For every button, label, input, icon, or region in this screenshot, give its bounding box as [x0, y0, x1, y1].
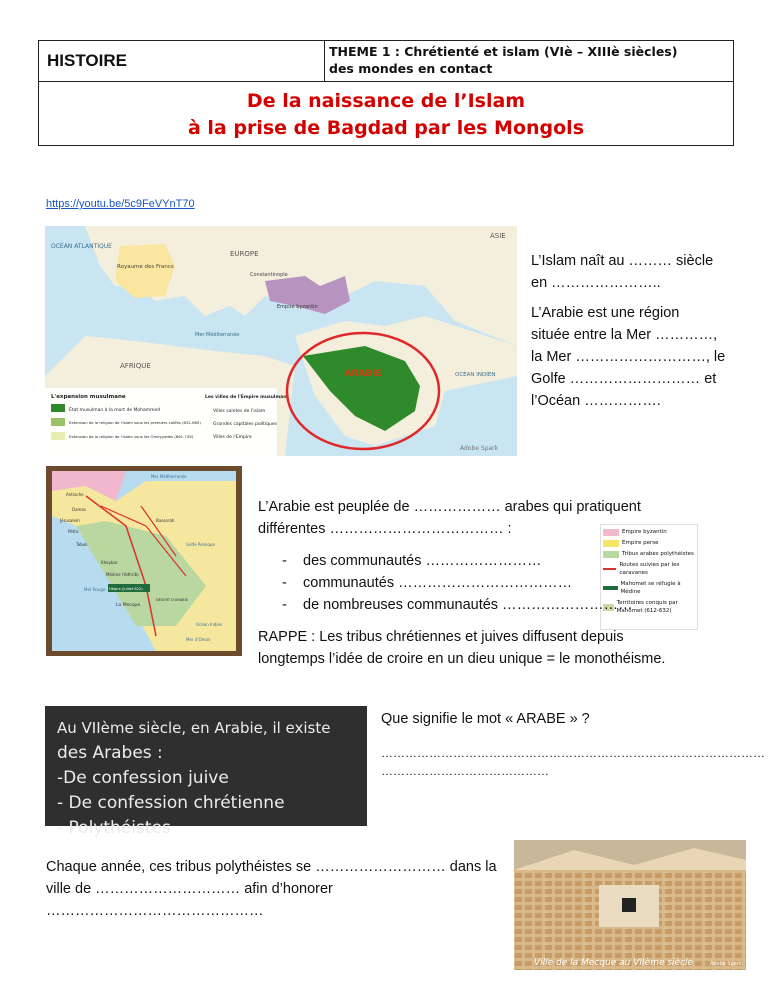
lesson-title-1: De la naissance de l’Islam — [246, 90, 526, 112]
legend-left-item-1: Extension de la religion de l'islam sous les premiers califes (632-660) — [69, 420, 201, 425]
para2-line2: différentes ……………………………… : — [258, 521, 512, 537]
answer-dots-1: …………………………………………………………………………………… — [381, 746, 765, 760]
mecca-watermark: Adobe Spark — [710, 961, 742, 967]
chalk-line2: des Arabes : — [57, 743, 163, 763]
chalk-line1: Au VIIème siècle, en Arabie, il existe — [57, 719, 331, 737]
map-label-ocean-indien: OCÉAN INDIEN — [455, 372, 496, 378]
map2-label-antioche: Antioche — [66, 492, 84, 497]
islam-expansion-map — [45, 226, 517, 456]
map2-label-tabuk: Tabuk — [76, 542, 88, 547]
chalk-line3: -De confession juive — [57, 768, 229, 788]
para2-list — [258, 550, 728, 616]
map-label-ocean-atl: OCÉAN ATLANTIQUE — [51, 243, 112, 250]
legend-left-item-0: État musulman à la mort de Mohammed — [69, 408, 161, 413]
map2-label-golfe: Golfe Persique — [186, 542, 215, 547]
legend2-item: Tribus arabes polythéistes — [603, 550, 695, 558]
legend-right-item-1: Grandes capitales politiques — [213, 422, 277, 427]
mecca-caption: Ville de la Mecque au VIIème siècle — [534, 958, 694, 968]
map-label-arabie: ARABIE — [344, 369, 382, 379]
map-label-europe: EUROPE — [230, 250, 259, 258]
legend2-item: Empire byzantin — [603, 528, 695, 536]
chalk-line5: - Polythéistes — [57, 818, 171, 838]
legend-left-item-2: Extension de la religion de l'islam sous les Omeyyades (661-749) — [69, 434, 194, 439]
question-text: Que signifie le mot « ARABE » ? — [381, 711, 590, 727]
rappel-line2: longtemps l’idée de croire en un dieu unique = le monothéisme. — [258, 651, 666, 667]
theme-cell — [325, 43, 739, 77]
legend2-item: Mahomet se réfugie à Médine — [603, 580, 695, 596]
map-label-mer-med: Mer Méditerranée — [195, 332, 240, 338]
legend-right-item-2: Villes de l'Empire — [213, 435, 252, 440]
map-watermark: Adobe Spark — [460, 445, 499, 452]
para-tribus — [258, 496, 728, 670]
map-label-constantinople: Constantinople — [250, 272, 288, 278]
para-naissance — [531, 250, 741, 412]
mecca-illustration — [514, 840, 746, 970]
map-label-francs: Royaume des Francs — [117, 264, 174, 270]
list-item: - des communautés …………………… — [282, 553, 542, 569]
arabia-tribes-map — [46, 466, 242, 656]
map2-label-damas: Damas — [72, 507, 86, 512]
answer-dots-2: …………………………………… — [381, 764, 549, 778]
para1-line4: située entre la Mer …………, — [531, 327, 718, 343]
theme-line-2: des mondes en contact — [329, 61, 493, 76]
para1-line3: L’Arabie est une région — [531, 305, 680, 321]
list-item: - de nombreuses communautés ……………………… — [282, 597, 633, 613]
para3-line1: Chaque année, ces tribus polythéistes se ……………………… dans la — [46, 859, 497, 875]
map2-label-mecque: La Mecque — [116, 603, 141, 608]
legend2-item: Territoires conquis par Mahomet (612-632) — [603, 599, 695, 615]
para2-line1: L’Arabie est peuplée de ……………… arabes qui pratiquent — [258, 499, 641, 515]
map2-label-khaybar: Khaybar — [101, 560, 118, 565]
map2-label-desert: DÉSERT D'ARABIE — [156, 598, 188, 602]
list-item: - communautés ……………………………… — [282, 575, 573, 591]
para-pelerinage — [46, 856, 506, 922]
map2-label-hegire: Hégire (juillet 622) — [109, 587, 143, 591]
rappel-line1: RAPPE : Les tribus chrétiennes et juives diffusent depuis — [258, 629, 624, 645]
map2-label-medine: Médine (Yathrib) — [106, 572, 139, 577]
para1-line1: L’Islam naît au ……… siècle — [531, 253, 714, 269]
para3-line2: ville de ………………………… afin d’honorer ……………………………………… — [46, 881, 333, 919]
youtube-link[interactable]: https://youtu.be/5c9FeVYnT70 — [46, 198, 195, 210]
map2-label-bassorah: Bassorah — [156, 518, 175, 523]
para1-line2: en ………………….. — [531, 275, 661, 291]
header-row — [39, 41, 733, 82]
para1-line5: la Mer ………………………, le — [531, 349, 726, 365]
legend-left-title: L'expansion musulmane — [51, 394, 126, 400]
theme-line-1: THEME 1 : Chrétienté et islam (VIè – XIIIè siècles) — [329, 44, 678, 59]
para1-line6: Golfe ……………………… et — [531, 371, 717, 387]
legend2-item: Empire perse — [603, 539, 695, 547]
map2-label-mer-rouge: Mer Rouge — [84, 587, 106, 592]
map2-label-oman: Mer d'Oman — [186, 637, 211, 642]
map-label-afrique: AFRIQUE — [120, 362, 151, 370]
map2-label-jerusalem: Jérusalem — [60, 518, 80, 523]
question-block — [381, 708, 765, 780]
legend-right-title: Les villes de l'Empire musulman — [205, 395, 287, 400]
map2-label-petra: Pétra — [68, 529, 79, 534]
lesson-title-2: à la prise de Bagdad par les Mongols — [187, 117, 584, 139]
map2-label-ocean: Océan Indien — [196, 622, 223, 627]
map-label-byzantin: Empire byzantin — [277, 304, 318, 310]
map2-label-mer-med: Mer Méditerranée — [151, 474, 187, 479]
chalk-line4: - De confession chrétienne — [57, 793, 285, 813]
legend-right-item-0: Villes saintes de l'islam — [213, 409, 266, 414]
header-table — [38, 40, 734, 146]
para1-line7: l’Océan ……………. — [531, 393, 661, 409]
legend2-item: Routes suivies par les caravanes — [603, 561, 695, 577]
map-label-asie: ASIE — [490, 232, 506, 240]
chalkboard-image — [45, 706, 367, 838]
subject-cell: HISTOIRE — [39, 41, 325, 81]
